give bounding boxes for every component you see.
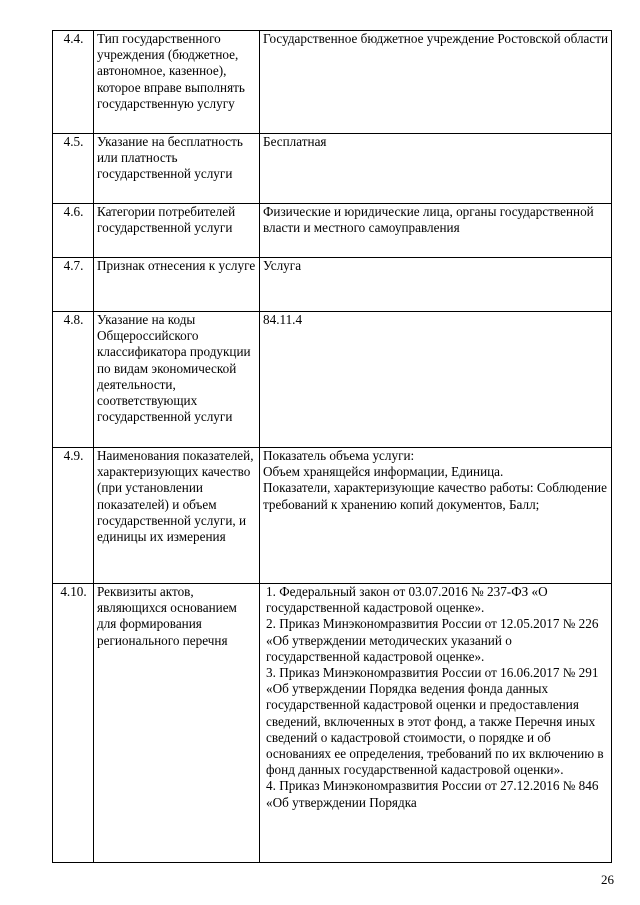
- row-label: Категории потребителей государственной услуги: [94, 204, 260, 258]
- row-label: Признак отнесения к услуге: [94, 258, 260, 312]
- row-number: 4.4.: [53, 31, 94, 134]
- row-value: [260, 134, 612, 204]
- table-row: [53, 584, 612, 863]
- value-paragraph: Государственное бюджетное учреждение Ростовской области: [263, 31, 609, 46]
- services-table: [52, 30, 612, 863]
- row-number: 4.8.: [53, 312, 94, 448]
- table-row: [53, 258, 612, 312]
- row-number: 4.10.: [53, 584, 94, 863]
- row-value: [260, 584, 612, 863]
- row-number: 4.9.: [53, 448, 94, 584]
- row-label: Тип государственного учреждения (бюджетное, автономное, казенное), которое вправе выполнять государственную услугу: [94, 31, 260, 134]
- row-label: Реквизиты актов, являющихся основанием для формирования регионального перечня: [94, 584, 260, 863]
- table-row: [53, 448, 612, 584]
- row-value: [260, 312, 612, 448]
- value-paragraph: 3. Приказ Минэкономразвития России от 16.06.2017 № 291 «Об утверждении Порядка ведения фонда данных государственной кадастровой оценки и предоставления сведений, включенных в этот фонд, а также Перечня иных сведений о кадастровой стоимости, о порядке и об основаниях ее определения, требований по их включению в фонд данных государственной кадастровой оценки».: [266, 665, 604, 778]
- table-row: [53, 204, 612, 258]
- page-number: 26: [601, 872, 614, 887]
- value-paragraph: Объем хранящейся информации, Единица.: [263, 464, 504, 480]
- value-paragraph: Физические и юридические лица, органы государственной власти и местного самоуправления: [263, 204, 594, 236]
- row-label: Указание на бесплатность или платность государственной услуги: [94, 134, 260, 204]
- row-value: [260, 204, 612, 258]
- row-value: [260, 448, 612, 584]
- row-label: Указание на коды Общероссийского классификатора продукции по видам экономической деятельности, соответствующих государственной услуги: [94, 312, 260, 448]
- value-paragraph: Показатель объема услуги:: [263, 448, 415, 463]
- row-number: 4.7.: [53, 258, 94, 312]
- table-row: [53, 31, 612, 134]
- value-paragraph: Услуга: [263, 258, 302, 273]
- value-paragraph: 2. Приказ Минэкономразвития России от 12.05.2017 № 226 «Об утверждении методических указаний о государственной кадастровой оценке».: [266, 616, 599, 664]
- row-value: [260, 258, 612, 312]
- row-label: Наименования показателей, характеризующих качество (при установлении показателей) и объем государственной услуги, и единицы их измерения: [94, 448, 260, 584]
- value-paragraph: Бесплатная: [263, 134, 327, 149]
- row-value: [260, 31, 612, 134]
- table-row: [53, 134, 612, 204]
- value-paragraph: 4. Приказ Минэкономразвития России от 27.12.2016 № 846 «Об утверждении Порядка: [266, 778, 599, 810]
- value-paragraph: Показатели, характеризующие качество работы: Соблюдение требований к хранению копий документов, Балл;: [263, 480, 607, 512]
- row-number: 4.6.: [53, 204, 94, 258]
- table-row: [53, 312, 612, 448]
- row-number: 4.5.: [53, 134, 94, 204]
- value-paragraph: 1. Федеральный закон от 03.07.2016 № 237-ФЗ «О государственной кадастровой оценке».: [266, 584, 548, 616]
- value-paragraph: 84.11.4: [263, 312, 303, 327]
